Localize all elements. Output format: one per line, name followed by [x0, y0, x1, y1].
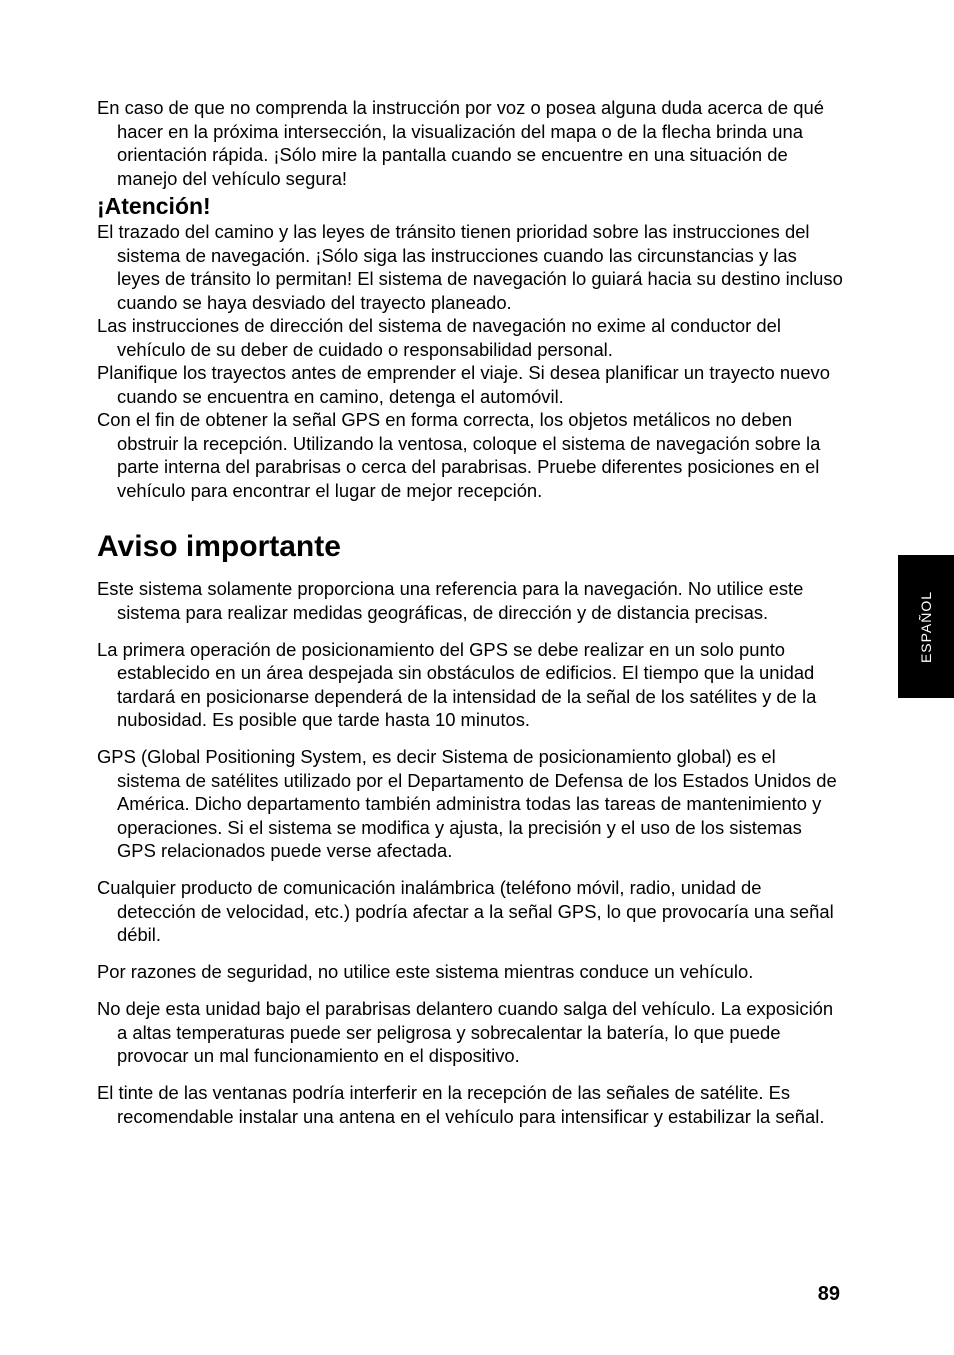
- attention-paragraph-1: El trazado del camino y las leyes de tránsito tienen prioridad sobre las instrucciones del sistema de navegación. ¡Sólo siga las instrucciones cuando las circunstancias y las leyes de tránsito lo permitan! El sistema de navegación lo guiará hacia su destino incluso cuando se haya desviado del trayecto planeado.: [97, 221, 843, 313]
- notice-paragraph-7: El tinte de las ventanas podría interferir en la recepción de las señales de satélite. Es recomendable instalar una antena en el vehículo para intensificar y estabilizar la señal.: [97, 1082, 825, 1127]
- attention-paragraph-2: Las instrucciones de dirección del sistema de navegación no exime al conductor del vehículo de su deber de cuidado o responsabilidad personal.: [97, 315, 781, 360]
- language-side-tab-label: ESPAÑOL: [918, 590, 934, 663]
- language-side-tab: [898, 555, 954, 698]
- attention-paragraph-3: Planifique los trayectos antes de emprender el viaje. Si desea planificar un trayecto nuevo cuando se encuentra en camino, detenga el automóvil.: [97, 362, 830, 407]
- notice-paragraph-5: Por razones de seguridad, no utilice este sistema mientras conduce un vehículo.: [97, 961, 754, 982]
- page-content: [97, 96, 843, 1142]
- page-number: 89: [817, 1283, 840, 1305]
- notice-paragraph-4: Cualquier producto de comunicación inalámbrica (teléfono móvil, radio, unidad de detección de velocidad, etc.) podría afectar a la señal GPS, lo que provocaría una señal débil.: [97, 877, 834, 945]
- attention-heading: ¡Atención!: [97, 193, 211, 219]
- intro-paragraph: En caso de que no comprenda la instrucción por voz o posea alguna duda acerca de qué hacer en la próxima intersección, la visualización del mapa o de la flecha brinda una orientación rápida. ¡Sólo mire la pantalla cuando se encuentre en una situación de manejo del vehículo segura!: [97, 97, 824, 189]
- notice-paragraph-3: GPS (Global Positioning System, es decir Sistema de posicionamiento global) es el sistema de satélites utilizado por el Departamento de Defensa de los Estados Unidos de América. Dicho departamento también administra todas las tareas de mantenimiento y operaciones. Si el sistema se modifica y ajusta, la precisión y el uso de los sistemas GPS relacionados puede verse afectada.: [97, 746, 837, 861]
- notice-heading: Aviso importante: [97, 530, 341, 563]
- attention-paragraph-4: Con el fin de obtener la señal GPS en forma correcta, los objetos metálicos no deben obstruir la recepción. Utilizando la ventosa, coloque el sistema de navegación sobre la parte interna del parabrisas o cerca del parabrisas. Pruebe diferentes posiciones en el vehículo para encontrar el lugar de mejor recepción.: [97, 409, 821, 501]
- notice-paragraph-2: La primera operación de posicionamiento del GPS se debe realizar en un solo punto establecido en un área despejada sin obstáculos de edificios. El tiempo que la unidad tardará en posicionarse dependerá de la intensidad de la señal de los satélites y de la nubosidad. Es posible que tarde hasta 10 minutos.: [97, 638, 817, 730]
- notice-paragraph-6: No deje esta unidad bajo el parabrisas delantero cuando salga del vehículo. La exposición a altas temperaturas puede ser peligrosa y sobrecalentar la batería, lo que puede provocar un mal funcionamiento en el dispositivo.: [97, 998, 834, 1066]
- notice-paragraph-1: Este sistema solamente proporciona una referencia para la navegación. No utilice este sistema para realizar medidas geográficas, de dirección y de distancia precisas.: [97, 578, 804, 623]
